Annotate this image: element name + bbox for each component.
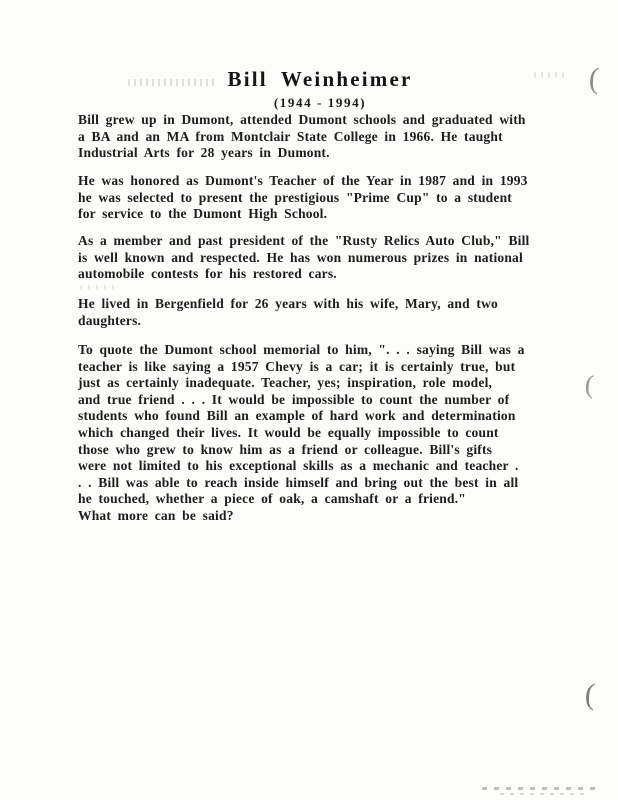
paragraph-memorial-quote (78, 342, 578, 508)
text-line: teacher is like saying a 1957 Chevy is a car; it is certainly true, but (78, 358, 516, 374)
text-line: he touched, whether a piece of oak, a camshaft or a friend." (78, 491, 466, 507)
text-line: Industrial Arts for 28 years in Dumont. (78, 145, 330, 161)
text-line: for service to the Dumont High School. (78, 206, 328, 222)
text-line: To quote the Dumont school memorial to him, ". . . saying Bill was a (78, 342, 525, 357)
text-line: a BA and an MA from Montclair State College in 1966. He taught (78, 128, 503, 144)
text-line: What more can be said? (78, 508, 234, 523)
text-line: automobile contests for his restored cars. (78, 266, 337, 282)
text-line: daughters. (78, 312, 142, 328)
pen-mark-icon: ( (584, 369, 595, 400)
text-line: He was honored as Dumont's Teacher of the Year in 1987 and in 1993 (78, 173, 528, 188)
document-subtitle-years: (1944 - 1994) (273, 95, 367, 110)
text-line: Bill grew up in Dumont, attended Dumont schools and graduated with (78, 112, 526, 127)
paragraph-family (78, 296, 578, 329)
text-line: which changed their lives. It would be equally impossible to count (78, 424, 499, 440)
paragraph-honors (78, 173, 578, 223)
scan-smudge (500, 793, 584, 795)
document-title: Bill Weinheimer (227, 67, 413, 91)
scan-noise (534, 72, 564, 78)
text-line: and true friend . . . It would be impossible to count the number of (78, 391, 510, 407)
scan-noise (80, 285, 120, 290)
text-line: He lived in Bergenfield for 26 years with his wife, Mary, and two (78, 296, 498, 311)
paragraph-auto-club (78, 233, 578, 283)
paragraph-closing (78, 508, 578, 525)
text-line: students who found Bill an example of hard work and determination (78, 408, 516, 424)
text-line: As a member and past president of the "Rusty Relics Auto Club," Bill (78, 233, 530, 248)
text-line: is well known and respected. He has won numerous prizes in national (78, 249, 523, 265)
text-line: those who grew to know him as a friend or colleague. Bill's gifts (78, 441, 493, 457)
text-line: were not limited to his exceptional skills as a mechanic and teacher . (78, 458, 519, 474)
pen-mark-icon: ( (583, 677, 597, 712)
pen-mark-icon: ( (587, 61, 601, 96)
scan-smudge (482, 787, 596, 790)
text-line: he was selected to present the prestigious "Prime Cup" to a student (78, 189, 512, 205)
scan-noise (128, 79, 216, 86)
text-line: just as certainly inadequate. Teacher, yes; inspiration, role model, (78, 375, 493, 391)
text-line: . . Bill was able to reach inside himself and bring out the best in all (78, 474, 519, 490)
paragraph-bio (78, 112, 578, 162)
